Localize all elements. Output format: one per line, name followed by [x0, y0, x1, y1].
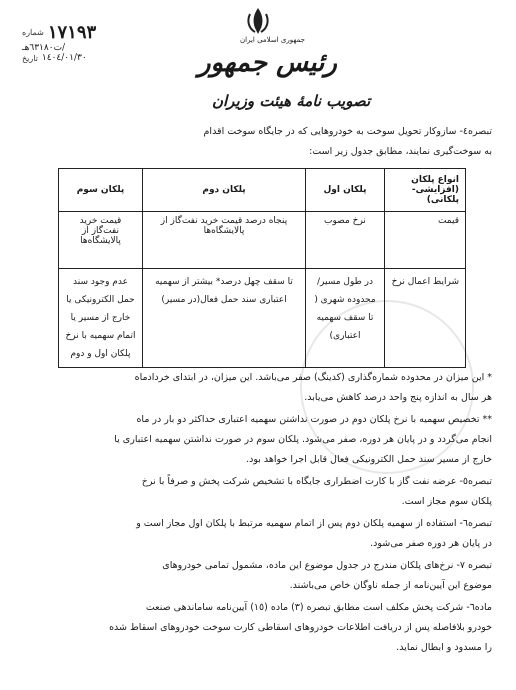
letter-date: ١٤٠٤/٠١/٣٠ — [41, 53, 87, 63]
paragraph-line: تبصره ٧- نرخ‌های پلکان مندرج در جدول موضوع این ماده، مشمول تمامی خودروهای — [162, 560, 492, 571]
table-cell: شرایط اعمال نرخ — [385, 269, 466, 368]
reference-code: /ت٦٣١٨٠هـ — [22, 43, 66, 53]
letter-reference-block — [22, 22, 96, 63]
table-row — [59, 212, 466, 269]
table-cell: قیمت — [385, 212, 466, 269]
table-header-cell: پلکان سوم — [59, 169, 143, 212]
table-header-cell: پلکان اول — [306, 169, 385, 212]
table-row — [59, 269, 466, 368]
table-header-cell: پلکان دوم — [143, 169, 306, 212]
president-title: رئیس جمهور — [198, 48, 337, 78]
intro-paragraph — [22, 122, 492, 162]
body-paragraph — [22, 472, 492, 512]
paragraph-line: خارج از مسیر سند حمل الکترونیکی فعال قابل اجرا خواهد بود. — [246, 454, 492, 465]
republic-title: جمهوری اسلامی ایران — [240, 36, 305, 44]
cabinet-decree-title: تصویب نامۀ هیئت وزیران — [212, 92, 371, 110]
intro-line: به سوخت‌گیری نمایند، مطابق جدول زیر است: — [309, 146, 492, 157]
table-cell: نرخ مصوب — [306, 212, 385, 269]
table-header-row — [59, 169, 466, 212]
paragraph-line: ** تخصیص سهمیه با نرخ پلکان دوم در صورت نداشتن سهمیه اعتباری حداکثر دو بار در ماه — [136, 414, 492, 425]
fuel-tier-table — [58, 168, 466, 368]
number-label: شماره — [22, 28, 44, 37]
table-cell: در طول مسیر/ محدوده شهری ( تا سقف سهمیه اعتباری) — [306, 269, 385, 368]
table-cell: پنجاه درصد قیمت خرید نفت‌گاز از پالایشگاه‌ها — [143, 212, 306, 269]
paragraph-line: تبصره٥- عرضه نفت گاز با کارت اضطراری جایگاه با تشخیص شرکت پخش و صرفاً با نرخ — [141, 476, 492, 487]
body-paragraph — [22, 514, 492, 554]
paragraph-line: تبصره٦- استفاده از سهمیه پلکان دوم پس از اتمام سهمیه مرتبط با پلکان اول مجاز است و — [136, 518, 492, 529]
paragraph-line: ماده٦- شرکت پخش مکلف است مطابق تبصره (٣) ماده (١٥) آیین‌نامه ساماندهی صنعت — [145, 602, 492, 613]
paragraph-line: موضوع این آیین‌نامه از جمله ناوگان خاص می‌باشند. — [289, 580, 492, 591]
table-cell: تا سقف چهل درصد* بیشتر از سهمیه اعتباری سند حمل فعال(در مسیر) — [143, 269, 306, 368]
paragraph-line: را مسدود و ابطال نماید. — [396, 642, 492, 653]
paragraph-line: در پایان هر دوره صفر می‌شود. — [370, 538, 492, 549]
table-cell: عدم وجود سند حمل الکترونیکی یا خارج از مسیر یا اتمام سهمیه با نرخ پلکان اول و دوم — [59, 269, 143, 368]
table-cell: قیمت خرید نفت‌گاز از پالایشگاه‌ها — [59, 212, 143, 269]
body-paragraph — [22, 598, 492, 658]
letter-number: ١٧١٩٣ — [47, 22, 97, 43]
paragraph-line: هر سال به اندازه پنج واحد درصد کاهش می‌یابد. — [304, 392, 492, 403]
body-paragraph — [22, 556, 492, 596]
paragraph-line: خودرو بلافاصله پس از دریافت اطلاعات خودروهای اسقاطی کارت سوخت خودروهای اسقاط شده — [109, 622, 492, 633]
paragraph-line: * این میزان در محدوده شماره‌گذاری (کدینگ) صفر می‌باشد. این میزان، در ابتدای خردادماه — [134, 372, 492, 383]
intro-line: تبصره٤- سازوکار تحویل سوخت به خودروهایی که در جایگاه سوخت اقدام — [203, 126, 492, 137]
body-paragraph — [22, 368, 492, 408]
date-label: تاریخ — [22, 53, 38, 63]
body-paragraph — [22, 410, 492, 470]
paragraph-line: پلکان سوم مجاز است. — [401, 496, 492, 507]
table-header-cell: انواع پلکان (افزایشی-پلکانی) — [385, 169, 466, 212]
iran-emblem-icon — [243, 6, 273, 36]
paragraph-line: انجام می‌گردد و در پایان هر دوره، صفر می‌شود. پلکان سوم در صورت نداشتن سهمیه اعتباری یا — [114, 434, 492, 445]
